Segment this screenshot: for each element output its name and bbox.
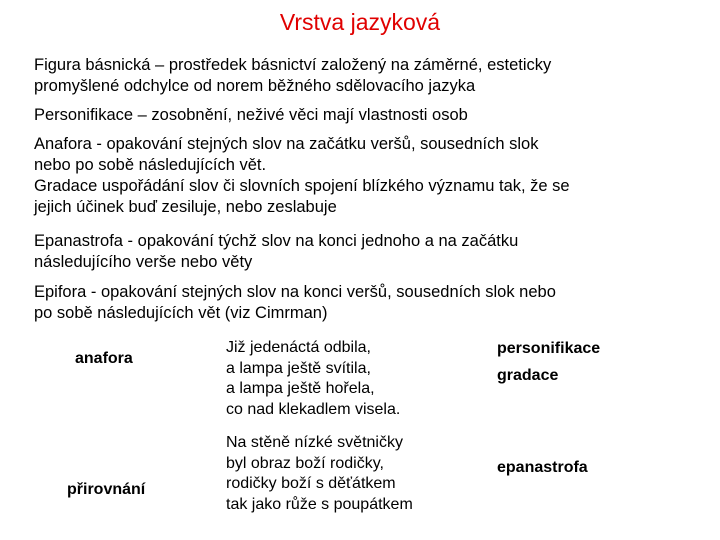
- definition-epifora: [34, 282, 684, 324]
- poem-line: co nad klekadlem visela.: [226, 400, 401, 418]
- poem-line: rodičky boží s děťátkem: [226, 475, 396, 492]
- definition-line: po sobě následujících vět (viz Cimrman): [34, 304, 328, 322]
- definition-line: Gradace uspořádání slov či slovních spojení blízkého významu tak, že se: [34, 177, 570, 195]
- poem-excerpt-2: [226, 433, 413, 515]
- label-personifikace: personifikace: [497, 340, 601, 357]
- label-epanastrofa: epanastrofa: [497, 459, 588, 476]
- definition-figura: [34, 55, 684, 97]
- definition-line: jejich účinek buď zesiluje, nebo zeslabuje: [34, 198, 337, 216]
- definition-line: následujícího verše nebo věty: [34, 253, 253, 271]
- label-anafora: anafora: [75, 350, 133, 367]
- slide-title: Vrstva jazyková: [279, 9, 441, 35]
- poem-excerpt-1: [226, 338, 400, 420]
- definition-line: promyšlené odchylce od norem běžného sdělovacího jazyka: [34, 77, 476, 95]
- poem-line: a lampa ještě svítila,: [226, 359, 371, 377]
- poem-line: a lampa ještě hořela,: [226, 380, 375, 397]
- definition-anafora-gradace: [34, 134, 684, 218]
- poem-line: byl obraz boží rodičky,: [226, 454, 384, 472]
- definition-line: nebo po sobě následujících vět.: [34, 156, 267, 174]
- label-gradace: gradace: [497, 367, 559, 384]
- definition-line: Anafora - opakování stejných slov na začátku veršů, sousedních slok: [34, 135, 539, 153]
- definition-line: Personifikace – zosobnění, neživé věci mají vlastnosti osob: [34, 106, 468, 124]
- definition-personifikace: [34, 105, 684, 126]
- definition-line: Epifora - opakování stejných slov na konci veršů, sousedních slok nebo: [34, 283, 556, 301]
- poem-line: Na stěně nízké světničky: [226, 434, 403, 451]
- definition-line: Epanastrofa - opakování týchž slov na konci jednoho a na začátku: [34, 232, 519, 250]
- poem-line: tak jako růže s poupátkem: [226, 495, 413, 513]
- definition-epanastrofa: [34, 231, 684, 273]
- definition-line: Figura básnická – prostředek básnictví založený na záměrné, esteticky: [34, 56, 552, 74]
- label-prirovnani: přirovnání: [67, 481, 146, 498]
- poem-line: Již jedenáctá odbila,: [226, 339, 371, 356]
